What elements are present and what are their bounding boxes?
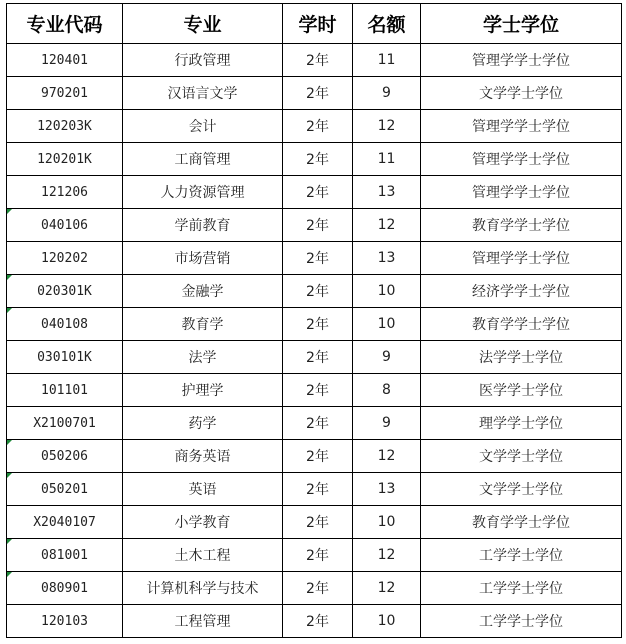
table-row (7, 275, 622, 308)
cell-major[interactable]: 法学 (123, 341, 283, 374)
cell-code[interactable] (7, 242, 123, 275)
cell-major[interactable]: 金融学 (123, 275, 283, 308)
cell-code[interactable] (7, 176, 123, 209)
cell-code[interactable] (7, 308, 123, 341)
cell-quota[interactable]: 12 (353, 539, 421, 572)
cell-degree[interactable]: 教育学学士学位 (421, 506, 622, 539)
cell-code[interactable] (7, 44, 123, 77)
cell-hours[interactable]: 2年 (283, 440, 353, 473)
cell-code-text: 040106 (41, 217, 88, 233)
cell-quota[interactable]: 9 (353, 77, 421, 110)
cell-code[interactable] (7, 539, 123, 572)
cell-code[interactable] (7, 407, 123, 440)
table-row (7, 539, 622, 572)
cell-hours[interactable]: 2年 (283, 110, 353, 143)
table-row (7, 176, 622, 209)
table-row (7, 374, 622, 407)
cell-code-text: 121206 (41, 184, 88, 200)
cell-hours[interactable]: 2年 (283, 539, 353, 572)
cell-major[interactable]: 工程管理 (123, 605, 283, 638)
table-row (7, 440, 622, 473)
cell-major[interactable]: 市场营销 (123, 242, 283, 275)
spreadsheet-sheet (6, 3, 622, 638)
cell-hours[interactable]: 2年 (283, 209, 353, 242)
cell-code-text: 050206 (41, 448, 88, 464)
cell-degree[interactable]: 文学学士学位 (421, 440, 622, 473)
table-row (7, 77, 622, 110)
cell-major[interactable]: 护理学 (123, 374, 283, 407)
cell-code[interactable] (7, 110, 123, 143)
cell-quota[interactable]: 10 (353, 605, 421, 638)
cell-code-text: 081001 (41, 547, 88, 563)
cell-degree[interactable]: 管理学学士学位 (421, 176, 622, 209)
cell-quota[interactable]: 9 (353, 407, 421, 440)
majors-table (6, 3, 622, 638)
error-indicator-icon (7, 275, 12, 280)
cell-quota[interactable]: 10 (353, 308, 421, 341)
cell-hours[interactable]: 2年 (283, 407, 353, 440)
cell-code[interactable] (7, 473, 123, 506)
cell-code[interactable] (7, 572, 123, 605)
cell-hours[interactable]: 2年 (283, 242, 353, 275)
table-row (7, 308, 622, 341)
table-row (7, 407, 622, 440)
cell-code-text: 120401 (41, 52, 88, 68)
cell-degree[interactable]: 管理学学士学位 (421, 110, 622, 143)
cell-degree[interactable]: 工学学士学位 (421, 539, 622, 572)
cell-degree[interactable]: 管理学学士学位 (421, 242, 622, 275)
cell-degree[interactable]: 文学学士学位 (421, 77, 622, 110)
header-degree[interactable]: 学士学位 (421, 4, 622, 44)
cell-quota[interactable]: 12 (353, 440, 421, 473)
header-code[interactable]: 专业代码 (7, 4, 123, 44)
header-major[interactable]: 专业 (123, 4, 283, 44)
error-indicator-icon (7, 539, 12, 544)
error-indicator-icon (7, 209, 12, 214)
cell-code[interactable] (7, 341, 123, 374)
cell-code[interactable] (7, 506, 123, 539)
cell-code-text: 101101 (41, 382, 88, 398)
cell-quota[interactable]: 13 (353, 242, 421, 275)
cell-degree[interactable]: 理学学士学位 (421, 407, 622, 440)
cell-quota[interactable]: 13 (353, 473, 421, 506)
cell-major[interactable]: 药学 (123, 407, 283, 440)
cell-quota[interactable]: 11 (353, 143, 421, 176)
cell-degree[interactable]: 工学学士学位 (421, 605, 622, 638)
cell-hours[interactable]: 2年 (283, 44, 353, 77)
table-row (7, 242, 622, 275)
cell-code-text: 050201 (41, 481, 88, 497)
cell-major[interactable]: 行政管理 (123, 44, 283, 77)
cell-code-text: 080901 (41, 580, 88, 596)
error-indicator-icon (7, 440, 12, 445)
header-row (7, 4, 622, 44)
cell-hours[interactable]: 2年 (283, 473, 353, 506)
cell-quota[interactable]: 8 (353, 374, 421, 407)
cell-code-text: X2100701 (33, 415, 96, 431)
cell-degree[interactable]: 管理学学士学位 (421, 143, 622, 176)
header-quota[interactable]: 名额 (353, 4, 421, 44)
cell-hours[interactable]: 2年 (283, 374, 353, 407)
cell-code[interactable] (7, 143, 123, 176)
cell-major[interactable]: 人力资源管理 (123, 176, 283, 209)
error-indicator-icon (7, 473, 12, 478)
cell-quota[interactable]: 10 (353, 275, 421, 308)
cell-quota[interactable]: 13 (353, 176, 421, 209)
cell-major[interactable]: 土木工程 (123, 539, 283, 572)
cell-code[interactable] (7, 605, 123, 638)
table-row (7, 572, 622, 605)
cell-major[interactable]: 会计 (123, 110, 283, 143)
cell-quota[interactable]: 12 (353, 110, 421, 143)
cell-hours[interactable]: 2年 (283, 506, 353, 539)
cell-code-text: 040108 (41, 316, 88, 332)
cell-code-text: 030101K (37, 349, 92, 365)
cell-code-text: 970201 (41, 85, 88, 101)
cell-degree[interactable]: 医学学士学位 (421, 374, 622, 407)
table-row (7, 605, 622, 638)
cell-major[interactable]: 教育学 (123, 308, 283, 341)
error-indicator-icon (7, 308, 12, 313)
cell-degree[interactable]: 经济学学士学位 (421, 275, 622, 308)
cell-quota[interactable]: 11 (353, 44, 421, 77)
cell-code-text: 120202 (41, 250, 88, 266)
cell-major[interactable]: 商务英语 (123, 440, 283, 473)
cell-major[interactable]: 学前教育 (123, 209, 283, 242)
cell-quota[interactable]: 9 (353, 341, 421, 374)
cell-major[interactable]: 汉语言文学 (123, 77, 283, 110)
cell-degree[interactable]: 教育学学士学位 (421, 308, 622, 341)
cell-hours[interactable]: 2年 (283, 275, 353, 308)
cell-quota[interactable]: 10 (353, 506, 421, 539)
cell-hours[interactable]: 2年 (283, 143, 353, 176)
table-body (7, 44, 622, 638)
cell-major[interactable]: 小学教育 (123, 506, 283, 539)
cell-code-text: 120201K (37, 151, 92, 167)
cell-code[interactable] (7, 77, 123, 110)
cell-code-text: 020301K (37, 283, 92, 299)
cell-hours[interactable]: 2年 (283, 572, 353, 605)
cell-degree[interactable]: 工学学士学位 (421, 572, 622, 605)
cell-code[interactable] (7, 440, 123, 473)
cell-code[interactable] (7, 275, 123, 308)
cell-hours[interactable]: 2年 (283, 176, 353, 209)
cell-quota[interactable]: 12 (353, 572, 421, 605)
cell-code-text: 120203K (37, 118, 92, 134)
cell-code[interactable] (7, 209, 123, 242)
cell-code[interactable] (7, 374, 123, 407)
cell-major[interactable]: 英语 (123, 473, 283, 506)
table-row (7, 44, 622, 77)
table-row (7, 209, 622, 242)
cell-hours[interactable]: 2年 (283, 308, 353, 341)
header-hours[interactable]: 学时 (283, 4, 353, 44)
error-indicator-icon (7, 572, 12, 577)
cell-degree[interactable]: 教育学学士学位 (421, 209, 622, 242)
cell-hours[interactable]: 2年 (283, 605, 353, 638)
cell-code-text: X2040107 (33, 514, 96, 530)
cell-major[interactable]: 计算机科学与技术 (123, 572, 283, 605)
table-row (7, 341, 622, 374)
table-row (7, 143, 622, 176)
cell-degree[interactable]: 文学学士学位 (421, 473, 622, 506)
table-row (7, 110, 622, 143)
table-header (7, 4, 622, 44)
cell-degree[interactable]: 法学学士学位 (421, 341, 622, 374)
table-row (7, 473, 622, 506)
table-row (7, 506, 622, 539)
cell-hours[interactable]: 2年 (283, 341, 353, 374)
cell-code-text: 120103 (41, 613, 88, 629)
cell-major[interactable]: 工商管理 (123, 143, 283, 176)
cell-degree[interactable]: 管理学学士学位 (421, 44, 622, 77)
cell-hours[interactable]: 2年 (283, 77, 353, 110)
cell-quota[interactable]: 12 (353, 209, 421, 242)
